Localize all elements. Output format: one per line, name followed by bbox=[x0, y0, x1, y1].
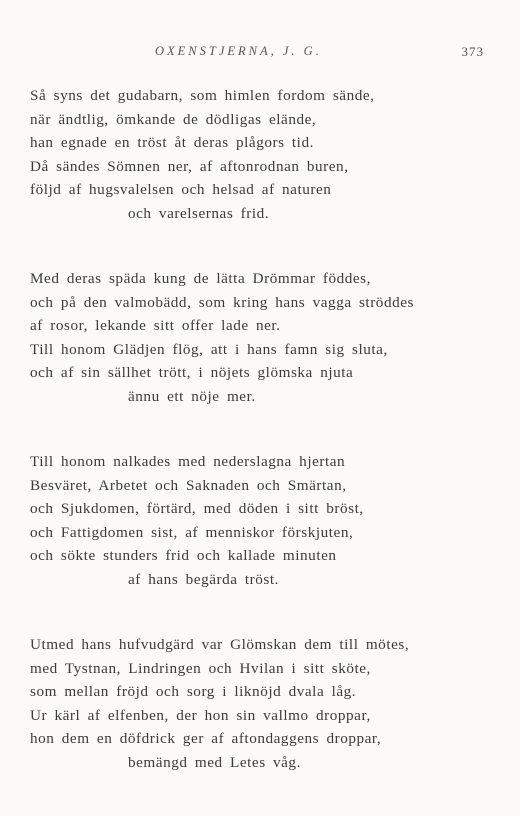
stanza-3 bbox=[30, 450, 500, 591]
poem-line: Ur kärl af elfenben, der hon sin vallmo droppar, bbox=[30, 706, 371, 724]
poem-line-refrain: ännu ett nöje mer. bbox=[128, 387, 256, 405]
poem-line: han egnade en tröst åt deras plågors tid. bbox=[30, 134, 314, 151]
poem-line: Så syns det gudabarn, som himlen fordom sände, bbox=[30, 87, 375, 104]
poem-line: af rosor, lekande sitt offer lade ner. bbox=[30, 317, 281, 334]
poem-line-refrain: och varelsernas frid. bbox=[128, 204, 270, 222]
page-number: 373 bbox=[461, 44, 484, 59]
stanza-2 bbox=[30, 267, 500, 408]
stanza-1 bbox=[30, 84, 500, 225]
poem-line: Med deras späda kung de lätta Drömmar föddes, bbox=[30, 270, 371, 287]
poem-line: Till honom nalkades med nederslagna hjertan bbox=[30, 453, 346, 470]
poem-line: Besväret, Arbetet och Saknaden och Smärtan, bbox=[30, 476, 347, 494]
stanza-4 bbox=[30, 633, 500, 774]
poem-line: Till honom Glädjen flög, att i hans famn sig sluta, bbox=[30, 340, 388, 358]
poem-line: Utmed hans hufvudgärd var Glömskan dem till mötes, bbox=[30, 636, 410, 653]
poem-line: och af sin sällhet trött, i nöjets glömska njuta bbox=[30, 364, 354, 381]
poem-line: hon dem en döfdrick ger af aftondaggens droppar, bbox=[30, 730, 382, 747]
poem-line: och sökte stunders frid och kallade minuten bbox=[30, 547, 337, 564]
poem-line: följd af hugsvalelsen och helsad af naturen bbox=[30, 181, 332, 198]
page-header bbox=[0, 44, 520, 64]
poem bbox=[30, 84, 500, 816]
poem-line-refrain: bemängd med Letes våg. bbox=[128, 753, 301, 771]
poem-line-refrain: af hans begärda tröst. bbox=[128, 570, 279, 588]
poem-line: och Fattigdomen sist, af menniskor förskjuten, bbox=[30, 523, 354, 541]
poem-line: när ändtlig, ömkande de dödligas elände, bbox=[30, 110, 317, 128]
poem-line: och på den valmobädd, som kring hans vagga ströddes bbox=[30, 293, 414, 311]
poem-line: Då sändes Sömnen ner, af aftonrodnan buren, bbox=[30, 157, 349, 175]
poem-line: som mellan fröjd och sorg i liknöjd dvala låg. bbox=[30, 683, 357, 700]
poem-line: och Sjukdomen, förtärd, med döden i sitt bröst, bbox=[30, 500, 364, 517]
poem-line: med Tystnan, Lindringen och Hvilan i sitt sköte, bbox=[30, 659, 371, 677]
running-head: OXENSTJERNA, J. G. bbox=[155, 44, 322, 58]
